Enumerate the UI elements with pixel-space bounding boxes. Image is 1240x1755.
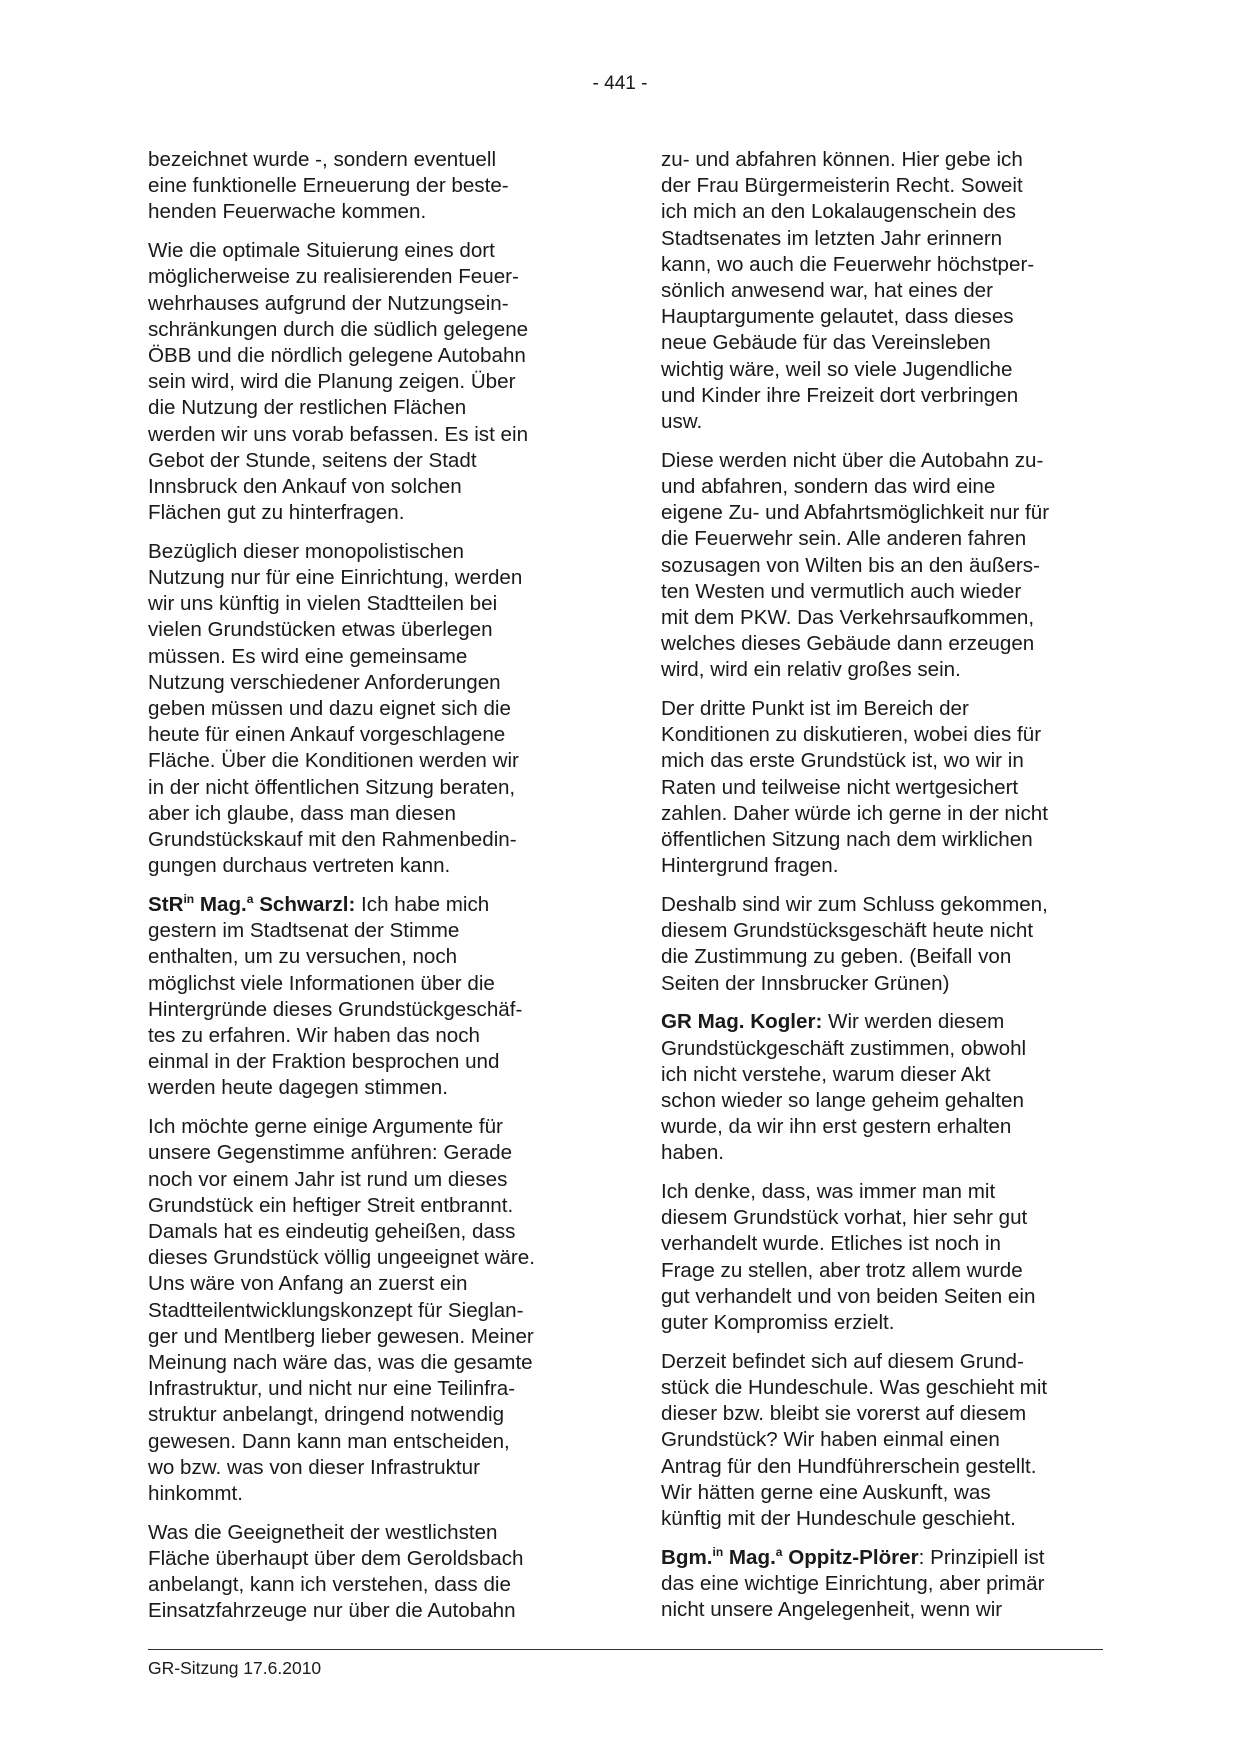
speaker-superscript: a [246, 891, 254, 906]
speaker-part: Bgm. [661, 1545, 713, 1569]
text-line: werden heute dagegen stimmen. [148, 1076, 448, 1100]
text-line: anbelangt, kann ich verstehen, dass die [148, 1573, 511, 1597]
text-line: diesem Grundstück vorhat, hier sehr gut [661, 1206, 1028, 1230]
text-line: Meinung nach wäre das, was die gesamte [148, 1350, 533, 1374]
text-line: dieses Grundstück völlig ungeeignet wäre. [148, 1246, 535, 1270]
text-line: wehrhauses aufgrund der Nutzungsein- [148, 291, 509, 315]
line-text: Wir werden diesem [822, 1010, 1005, 1034]
text-line: Gebot der Stunde, seitens der Stadt [148, 448, 477, 472]
speaker-part: Mag. [194, 892, 247, 916]
text-line: noch vor einem Jahr ist rund um dieses [148, 1167, 508, 1191]
text-line: wir uns künftig in vielen Stadtteilen bei [148, 592, 498, 616]
text-line: Einsatzfahrzeuge nur über die Autobahn [148, 1599, 516, 1623]
text-line: Deshalb sind wir zum Schluss gekommen, [661, 892, 1048, 916]
text-line: Uns wäre von Anfang an zuerst ein [148, 1272, 468, 1296]
speaker-name [661, 1546, 919, 1569]
text-line: künftig mit der Hundeschule geschieht. [661, 1506, 1016, 1530]
text-line: Wie die optimale Situierung eines dort [148, 239, 495, 263]
text-line: usw. [661, 410, 703, 434]
paragraph [661, 1179, 1093, 1336]
paragraph [661, 1009, 1093, 1166]
line-text: : Prinzipiell ist [918, 1545, 1045, 1569]
speaker-name [661, 1010, 822, 1033]
text-line: sozusagen von Wilten bis an den äußers- [661, 553, 1040, 577]
text-line: Hauptargumente gelautet, dass dieses [661, 305, 1014, 329]
text-line: öffentlichen Sitzung nach dem wirklichen [661, 828, 1033, 852]
paragraph [661, 1545, 1093, 1624]
text-line: welches dieses Gebäude dann erzeugen [661, 632, 1035, 656]
text-line: kann, wo auch die Feuerwehr höchstper- [661, 252, 1035, 276]
text-line: Nutzung nur für eine Einrichtung, werden [148, 566, 523, 590]
text-line: ich mich an den Lokalaugenschein des [661, 200, 1016, 224]
text-line: hinkommt. [148, 1481, 243, 1505]
text-line: eigene Zu- und Abfahrtsmöglichkeit nur für [661, 501, 1050, 525]
text-line: Grundstück ein heftiger Streit entbrannt. [148, 1193, 514, 1217]
speaker-name [148, 893, 355, 916]
text-line: mit dem PKW. Das Verkehrsaufkommen, [661, 605, 1035, 629]
text-line: schon wieder so lange geheim gehalten [661, 1088, 1024, 1112]
text-line: Ich möchte gerne einige Argumente für [148, 1115, 503, 1139]
text-line: Fläche. Über die Konditionen werden wir [148, 749, 519, 773]
text-line: unsere Gegenstimme anführen: Gerade [148, 1141, 513, 1165]
text-line: Hintergründe dieses Grundstückgeschäf- [148, 997, 523, 1021]
text-line: Bezüglich dieser monopolistischen [148, 539, 464, 563]
text-line: der Frau Bürgermeisterin Recht. Soweit [661, 174, 1023, 198]
text-line: geben müssen und dazu eignet sich die [148, 697, 511, 721]
paragraph [661, 696, 1093, 879]
text-line: Seiten der Innsbrucker Grünen) [661, 971, 950, 995]
text-line: Was die Geeignetheit der westlichsten [148, 1520, 498, 1544]
speaker-superscript: a [775, 1544, 783, 1559]
text-line: einmal in der Fraktion besprochen und [148, 1050, 500, 1074]
text-line: gestern im Stadtsenat der Stimme [148, 919, 460, 943]
text-line: Infrastruktur, und nicht nur eine Teilinfra- [148, 1377, 516, 1401]
text-line: Grundstückskauf mit den Rahmenbedin- [148, 828, 517, 852]
text-line: in der nicht öffentlichen Sitzung beraten, [148, 775, 516, 799]
line-text: Ich habe mich [355, 892, 490, 916]
text-line: und Kinder ihre Freizeit dort verbringen [661, 383, 1019, 407]
text-line: wurde, da wir ihn erst gestern erhalten [661, 1115, 1012, 1139]
left-column [148, 147, 580, 1637]
text-line: henden Feuerwache kommen. [148, 200, 427, 224]
speaker-part: Oppitz-Plörer [782, 1545, 919, 1569]
text-line: möglicherweise zu realisierenden Feuer- [148, 265, 519, 289]
text-line: Fläche überhaupt über dem Geroldsbach [148, 1546, 524, 1570]
text-line: möglichst viele Informationen über die [148, 971, 495, 995]
page-number: - 441 - [592, 73, 648, 94]
text-line: Hintergrund fragen. [661, 854, 839, 878]
text-line: verhandelt wurde. Etliches ist noch in [661, 1232, 1001, 1256]
text-line [661, 1009, 1093, 1035]
text-line: Grundstück? Wir haben einmal einen [661, 1428, 1000, 1452]
text-line: Innsbruck den Ankauf von solchen [148, 474, 462, 498]
text-line: die Nutzung der restlichen Flächen [148, 396, 467, 420]
text-line: ich nicht verstehe, warum dieser Akt [661, 1062, 991, 1086]
text-line: Raten und teilweise nicht wertgesichert [661, 775, 1019, 799]
speaker-part: Mag. [723, 1545, 776, 1569]
text-line: werden wir uns vorab befassen. Es ist ein [148, 422, 529, 446]
text-line: Nutzung verschiedener Anforderungen [148, 670, 501, 694]
paragraph [661, 892, 1093, 997]
text-line: die Zustimmung zu geben. (Beifall von [661, 945, 1012, 969]
text-line: sein wird, wird die Planung zeigen. Über [148, 370, 516, 394]
text-line: zu- und abfahren können. Hier gebe ich [661, 148, 1023, 171]
speaker-superscript: in [183, 891, 195, 906]
text-line: Damals hat es eindeutig geheißen, dass [148, 1219, 516, 1243]
text-line: Ich denke, dass, was immer man mit [661, 1180, 996, 1204]
speaker-superscript: in [712, 1544, 724, 1559]
text-line: Derzeit befindet sich auf diesem Grund- [661, 1349, 1024, 1373]
text-line: Grundstückgeschäft zustimmen, obwohl [661, 1036, 1027, 1060]
text-line: ten Westen und vermutlich auch wieder [661, 579, 1022, 603]
text-line: schränkungen durch die südlich gelegene [148, 317, 529, 341]
text-line: gewesen. Dann kann man entscheiden, [148, 1429, 510, 1453]
text-line: bezeichnet wurde -, sondern eventuell [148, 148, 497, 171]
text-line: und abfahren, sondern das wird eine [661, 474, 996, 498]
text-line: guter Kompromiss erzielt. [661, 1311, 895, 1335]
text-line: heute für einen Ankauf vorgeschlagene [148, 723, 506, 747]
text-line: wo bzw. was von dieser Infrastruktur [148, 1455, 480, 1479]
text-line: ÖBB und die nördlich gelegene Autobahn [148, 343, 526, 367]
text-line: Wir hätten gerne eine Auskunft, was [661, 1480, 991, 1504]
text-line: Der dritte Punkt ist im Bereich der [661, 697, 969, 721]
text-line [661, 1545, 1093, 1571]
paragraph [661, 448, 1093, 684]
text-line [148, 892, 580, 918]
speaker-part: Schwarzl: [253, 892, 356, 916]
text-line: Stadtteilentwicklungskonzept für Sieglan- [148, 1298, 524, 1322]
speaker-part: StR [148, 892, 184, 916]
text-line: Konditionen zu diskutieren, wobei dies für [661, 723, 1042, 747]
right-column [661, 147, 1093, 1636]
text-line: Stadtsenates im letzten Jahr erinnern [661, 226, 1003, 250]
text-line: vielen Grundstücken etwas überlegen [148, 618, 493, 642]
paragraph [148, 1114, 580, 1507]
text-line: dieser bzw. bleibt sie vorerst auf diesem [661, 1402, 1027, 1426]
text-line: Flächen gut zu hinterfragen. [148, 501, 405, 525]
text-line: ger und Mentlberg lieber gewesen. Meiner [148, 1324, 534, 1348]
text-line: eine funktionelle Erneuerung der beste- [148, 174, 509, 198]
text-line: gungen durchaus vertreten kann. [148, 854, 451, 878]
text-line: enthalten, um zu versuchen, noch [148, 945, 458, 969]
text-line: müssen. Es wird eine gemeinsame [148, 644, 468, 668]
text-line: Frage zu stellen, aber trotz allem wurde [661, 1258, 1023, 1282]
text-line: tes zu erfahren. Wir haben das noch [148, 1024, 480, 1047]
text-line: gut verhandelt und von beiden Seiten ein [661, 1284, 1036, 1308]
paragraph [148, 147, 580, 226]
text-line: diesem Grundstücksgeschäft heute nicht [661, 919, 1034, 943]
text-line: sönlich anwesend war, hat eines der [661, 279, 993, 303]
text-line: struktur anbelangt, dringend notwendig [148, 1403, 505, 1427]
paragraph [148, 238, 580, 526]
text-line: nicht unsere Angelegenheit, wenn wir [661, 1598, 1003, 1622]
paragraph [661, 1349, 1093, 1532]
text-line: aber ich glaube, dass man diesen [148, 801, 456, 825]
footer-rule [148, 1649, 1103, 1650]
text-line: die Feuerwehr sein. Alle anderen fahren [661, 527, 1027, 551]
text-line: Diese werden nicht über die Autobahn zu- [661, 448, 1044, 472]
text-line: zahlen. Daher würde ich gerne in der nicht [661, 801, 1048, 825]
text-line: Antrag für den Hundführerschein gestellt. [661, 1454, 1037, 1478]
text-line: mich das erste Grundstück ist, wo wir in [661, 749, 1024, 773]
text-line: neue Gebäude für das Vereinsleben [661, 331, 991, 355]
paragraph [148, 892, 580, 1102]
paragraph [661, 147, 1093, 435]
text-line: stück die Hundeschule. Was geschieht mit [661, 1375, 1048, 1399]
text-line: das eine wichtige Einrichtung, aber primär [661, 1571, 1045, 1595]
paragraph [148, 539, 580, 880]
footer-text: GR-Sitzung 17.6.2010 [148, 1658, 322, 1678]
speaker-part: GR Mag. Kogler: [661, 1010, 823, 1034]
text-line: wichtig wäre, weil so viele Jugendliche [661, 357, 1013, 381]
paragraph [148, 1520, 580, 1625]
text-line: wird, wird ein relativ großes sein. [661, 658, 961, 682]
text-line: haben. [661, 1141, 724, 1165]
